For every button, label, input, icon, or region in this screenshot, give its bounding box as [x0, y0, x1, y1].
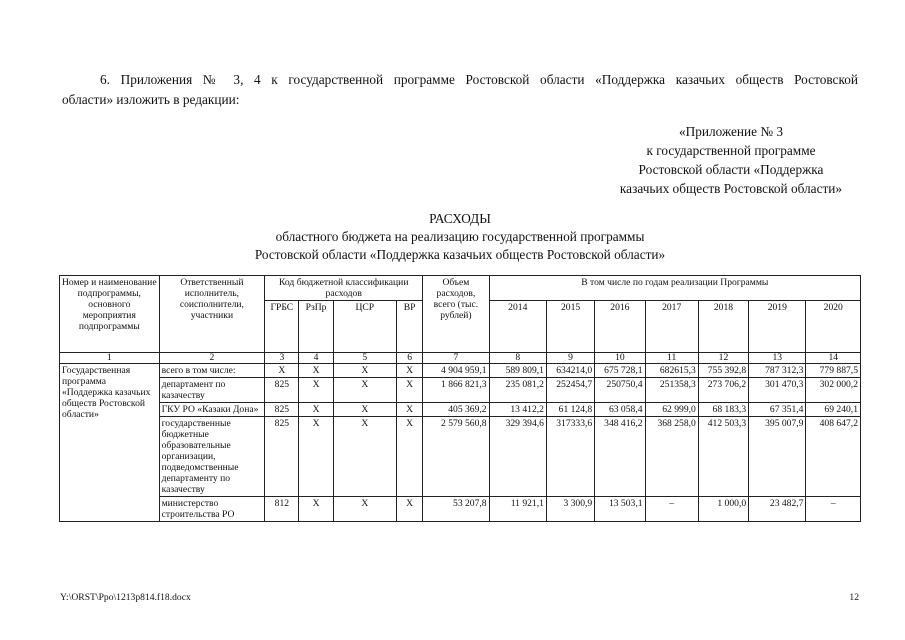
year-cell-2016: 63 058,4: [595, 403, 645, 417]
year-cell-2018: 412 503,3: [698, 417, 748, 497]
appendix-note: [590, 122, 872, 198]
year-cell-2020: –: [806, 497, 861, 522]
rzpr-cell: X: [299, 497, 333, 522]
grbs-cell: 825: [265, 417, 299, 497]
total-cell: 53 207,8: [423, 497, 489, 522]
header-rzpr: РзПр: [299, 301, 333, 353]
column-number: 2: [159, 353, 265, 364]
column-number: 10: [595, 353, 645, 364]
table-row: [60, 378, 861, 403]
intro-line-1: 6. Приложения № 3, 4 к государственной программе Ростовской области «Поддержка казачьих обществ Ростовской: [100, 72, 858, 87]
grbs-cell: 812: [265, 497, 299, 522]
vr-cell: X: [397, 364, 423, 378]
total-cell: 1 866 821,3: [423, 378, 489, 403]
year-cell-2019: 301 470,3: [749, 378, 806, 403]
rzpr-cell: X: [299, 403, 333, 417]
header-year-2018: 2018: [698, 301, 748, 353]
header-responsible: Ответственный исполнитель, соисполнители, участники: [159, 276, 265, 353]
column-number: 12: [698, 353, 748, 364]
participant: всего в том числе:: [159, 364, 265, 378]
year-cell-2019: 67 351,4: [749, 403, 806, 417]
year-cell-2019: 23 482,7: [749, 497, 806, 522]
year-cell-2018: 755 392,8: [698, 364, 748, 378]
header-budget-code: Код бюджетной классификации расходов: [265, 276, 423, 301]
header-year-2015: 2015: [546, 301, 594, 353]
csr-cell: X: [333, 497, 396, 522]
heading-title: РАСХОДЫ: [429, 211, 491, 226]
year-cell-2015: 317333,6: [546, 417, 594, 497]
appendix-line-2: к государственной программе: [646, 143, 816, 158]
footer-page-number: 12: [849, 592, 859, 603]
table-row: [60, 364, 861, 378]
header-year-2020: 2020: [806, 301, 861, 353]
vr-cell: X: [397, 497, 423, 522]
rzpr-cell: X: [299, 417, 333, 497]
program-name: Государственная программа «Поддержка казачьих обществ Ростовской области»: [60, 364, 160, 522]
column-number: 4: [299, 353, 333, 364]
csr-cell: X: [333, 364, 396, 378]
column-number: 6: [397, 353, 423, 364]
year-cell-2020: 69 240,1: [806, 403, 861, 417]
grbs-cell: 825: [265, 403, 299, 417]
grbs-cell: 825: [265, 378, 299, 403]
year-cell-2017: 368 258,0: [645, 417, 698, 497]
column-number: 3: [265, 353, 299, 364]
header-csr: ЦСР: [333, 301, 396, 353]
year-cell-2016: 13 503,1: [595, 497, 645, 522]
column-number: 9: [546, 353, 594, 364]
year-cell-2014: 11 921,1: [489, 497, 546, 522]
year-cell-2014: 235 081,2: [489, 378, 546, 403]
csr-cell: X: [333, 378, 396, 403]
year-cell-2016: 250750,4: [595, 378, 645, 403]
column-number: 14: [806, 353, 861, 364]
grbs-cell: X: [265, 364, 299, 378]
table-row: [60, 417, 861, 497]
year-cell-2017: –: [645, 497, 698, 522]
column-number: 5: [333, 353, 396, 364]
year-cell-2017: 251358,3: [645, 378, 698, 403]
header-volume: Объем расходов, всего (тыс. рублей): [423, 276, 489, 353]
year-cell-2015: 61 124,8: [546, 403, 594, 417]
vr-cell: X: [397, 417, 423, 497]
heading-line-3: Ростовской области «Поддержка казачьих обществ Ростовской области»: [254, 247, 666, 262]
header-number-name: Номер и наименование подпрограммы, основного мероприятия подпрограммы: [60, 276, 160, 353]
year-cell-2018: 1 000,0: [698, 497, 748, 522]
total-cell: 2 579 560,8: [423, 417, 489, 497]
total-cell: 405 369,2: [423, 403, 489, 417]
year-cell-2014: 589 809,1: [489, 364, 546, 378]
year-cell-2020: 408 647,2: [806, 417, 861, 497]
footer-file-path: Y:\ORST\Ppo\1213p814.f18.docx: [60, 592, 191, 603]
participant: департамент по казачеству: [159, 378, 265, 403]
appendix-line-3: Ростовской области «Поддержка: [638, 162, 824, 177]
csr-cell: X: [333, 417, 396, 497]
appendix-line-1: «Приложение № 3: [679, 124, 783, 139]
appendix-line-4: казачьих обществ Ростовской области»: [619, 181, 843, 196]
header-year-2017: 2017: [645, 301, 698, 353]
participant: государственные бюджетные образовательные организации, подведомственные департаменту по казачеству: [159, 417, 265, 497]
vr-cell: X: [397, 378, 423, 403]
header-vr: ВР: [397, 301, 423, 353]
header-including: В том числе по годам реализации Программы: [489, 276, 860, 301]
year-cell-2016: 348 416,2: [595, 417, 645, 497]
year-cell-2019: 395 007,9: [749, 417, 806, 497]
total-cell: 4 904 959,1: [423, 364, 489, 378]
header-year-2019: 2019: [749, 301, 806, 353]
column-number: 13: [749, 353, 806, 364]
intro-paragraph: [62, 70, 858, 110]
year-cell-2015: 252454,7: [546, 378, 594, 403]
column-number: 7: [423, 353, 489, 364]
participant: ГКУ РО «Казаки Дона»: [159, 403, 265, 417]
year-cell-2017: 62 999,0: [645, 403, 698, 417]
year-cell-2020: 779 887,5: [806, 364, 861, 378]
header-year-2016: 2016: [595, 301, 645, 353]
table-row: [60, 497, 861, 522]
table-row: [60, 403, 861, 417]
header-year-2014: 2014: [489, 301, 546, 353]
heading-line-2: областного бюджета на реализацию государственной программы: [275, 229, 645, 244]
year-cell-2014: 13 412,2: [489, 403, 546, 417]
csr-cell: X: [333, 403, 396, 417]
column-number: 1: [60, 353, 160, 364]
year-cell-2020: 302 000,2: [806, 378, 861, 403]
year-cell-2015: 3 300,9: [546, 497, 594, 522]
vr-cell: X: [397, 403, 423, 417]
year-cell-2018: 68 183,3: [698, 403, 748, 417]
header-grbs: ГРБС: [265, 301, 299, 353]
rzpr-cell: X: [299, 364, 333, 378]
intro-line-2: области» изложить в редакции:: [62, 92, 240, 107]
expenditure-table: [59, 275, 861, 522]
year-cell-2014: 329 394,6: [489, 417, 546, 497]
year-cell-2016: 675 728,1: [595, 364, 645, 378]
year-cell-2017: 682615,3: [645, 364, 698, 378]
document-heading: [150, 210, 770, 264]
year-cell-2015: 634214,0: [546, 364, 594, 378]
participant: министерство строительства РО: [159, 497, 265, 522]
rzpr-cell: X: [299, 378, 333, 403]
year-cell-2018: 273 706,2: [698, 378, 748, 403]
column-number: 11: [645, 353, 698, 364]
year-cell-2019: 787 312,3: [749, 364, 806, 378]
column-number: 8: [489, 353, 546, 364]
